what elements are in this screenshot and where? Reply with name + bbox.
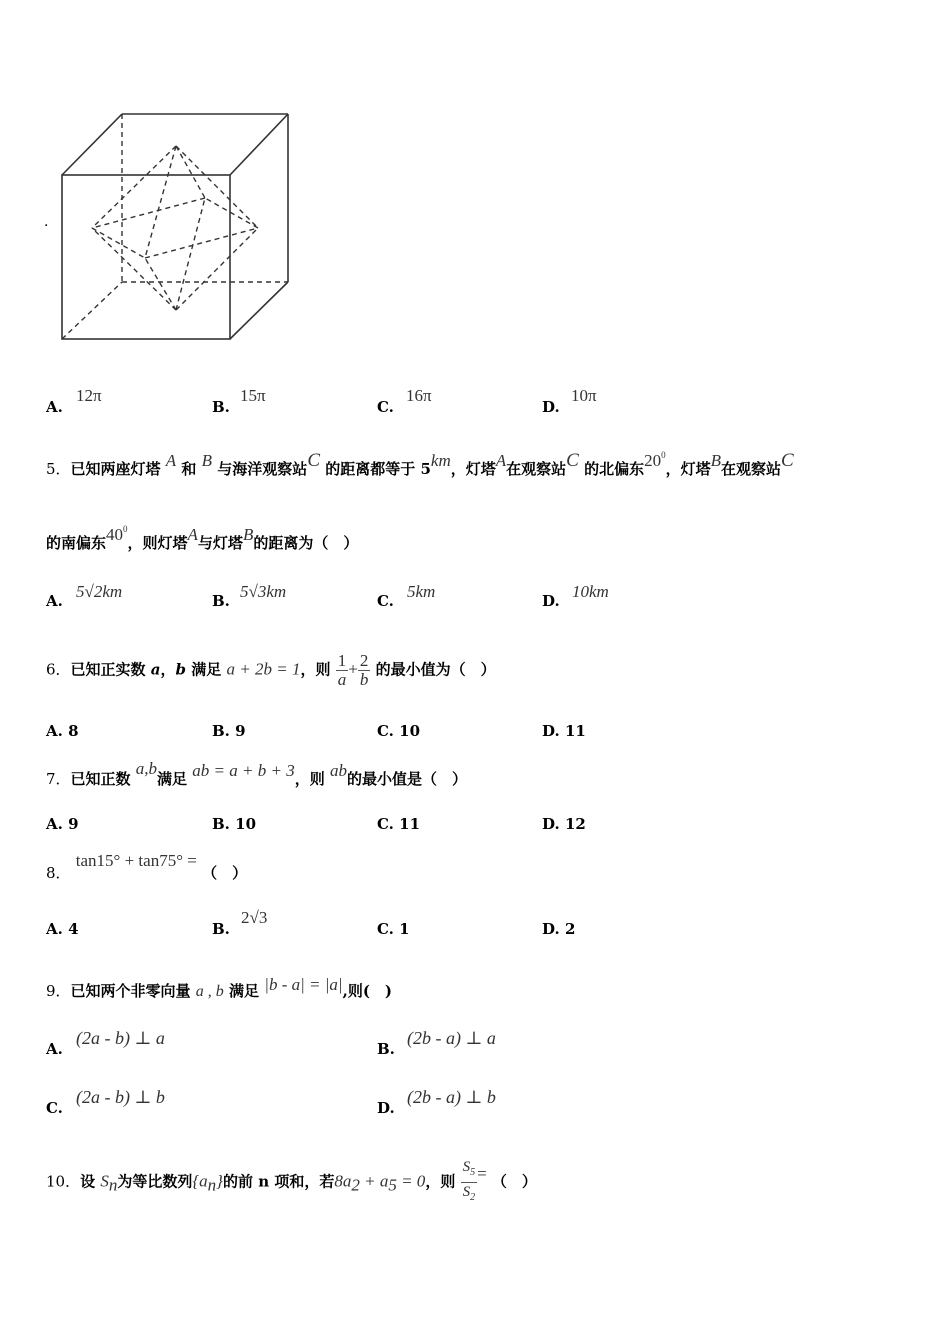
- q5-option-a[interactable]: A. 5√2km: [46, 582, 123, 610]
- question-5-line-1: 5．已知两座灯塔 A 和 B 与海洋观察站C 的距离都等于 5km，灯塔A在观察站C 的北偏东$20^0$，灯塔B在观察站C: [46, 450, 794, 478]
- q7-option-a[interactable]: A. 9: [46, 815, 79, 833]
- figure-bullet: ·: [44, 218, 49, 234]
- q5-option-b[interactable]: B. 5√3km: [212, 582, 287, 610]
- q8-option-d[interactable]: D. 2: [542, 920, 576, 938]
- q6-option-d[interactable]: D. 11: [542, 722, 586, 740]
- fraction-1-over-a: $\frac{1}{a}$: [337, 651, 347, 689]
- fraction-s5-over-s2: $\frac{S_5}{S_2}$: [462, 1159, 476, 1203]
- q5-option-d[interactable]: D. 10km: [542, 582, 609, 610]
- question-9: 9．已知两个非零向量 a , b 满足 |b - a| = |a|,则( ): [46, 975, 393, 1000]
- fraction-2-over-b: $\frac{2}{b}$: [359, 651, 369, 689]
- q4-option-a[interactable]: A. 12π: [46, 386, 102, 416]
- question-8: 8． tan15° + tan75° = （ ）: [46, 851, 248, 882]
- q9-option-c[interactable]: C. (2a - b) ⊥ b: [46, 1087, 165, 1117]
- q8-option-b[interactable]: B. 2√3: [212, 908, 268, 938]
- q5-option-c[interactable]: C. 5km: [377, 582, 436, 610]
- q4-option-c[interactable]: C. 16π: [377, 386, 432, 416]
- q7-option-c[interactable]: C. 11: [377, 815, 421, 833]
- q6-option-a[interactable]: A. 8: [46, 722, 79, 740]
- q9-option-d[interactable]: D. (2b - a) ⊥ b: [377, 1087, 496, 1117]
- q8-option-a[interactable]: A. 4: [46, 920, 79, 938]
- q9-option-b[interactable]: B. (2b - a) ⊥ a: [377, 1028, 496, 1058]
- q6-option-b[interactable]: B. 9: [212, 722, 246, 740]
- q7-option-b[interactable]: B. 10: [212, 815, 257, 833]
- q4-option-b[interactable]: B. 15π: [212, 386, 266, 416]
- question-5-line-2: 的南偏东$40^0$，则灯塔A与灯塔B的距离为（ ）: [46, 524, 359, 552]
- question-10: 10．设 $S_n$为等比数列$\{a_n\}$的前 n 项和，若$8a_2 + a_5 = 0$，则 $\frac{S_5}{S_2}$ = （ ）: [46, 1158, 537, 1207]
- q6-option-c[interactable]: C. 10: [377, 722, 421, 740]
- question-6: 6．已知正实数 a，b 满足 a + 2b = 1，则 $\frac{1}{a}$ + $\frac{2}{b}$ 的最小值为（ ）: [46, 651, 496, 689]
- cube-octahedron-figure: [55, 108, 300, 348]
- q4-option-d[interactable]: D. 10π: [542, 386, 597, 416]
- question-7: 7．已知正数 a,b满足 ab = a + b + 3，则 ab的最小值是（ ）: [46, 759, 467, 788]
- q9-option-a[interactable]: A. (2a - b) ⊥ a: [46, 1028, 165, 1058]
- q7-option-d[interactable]: D. 12: [542, 815, 586, 833]
- q8-option-c[interactable]: C. 1: [377, 920, 410, 938]
